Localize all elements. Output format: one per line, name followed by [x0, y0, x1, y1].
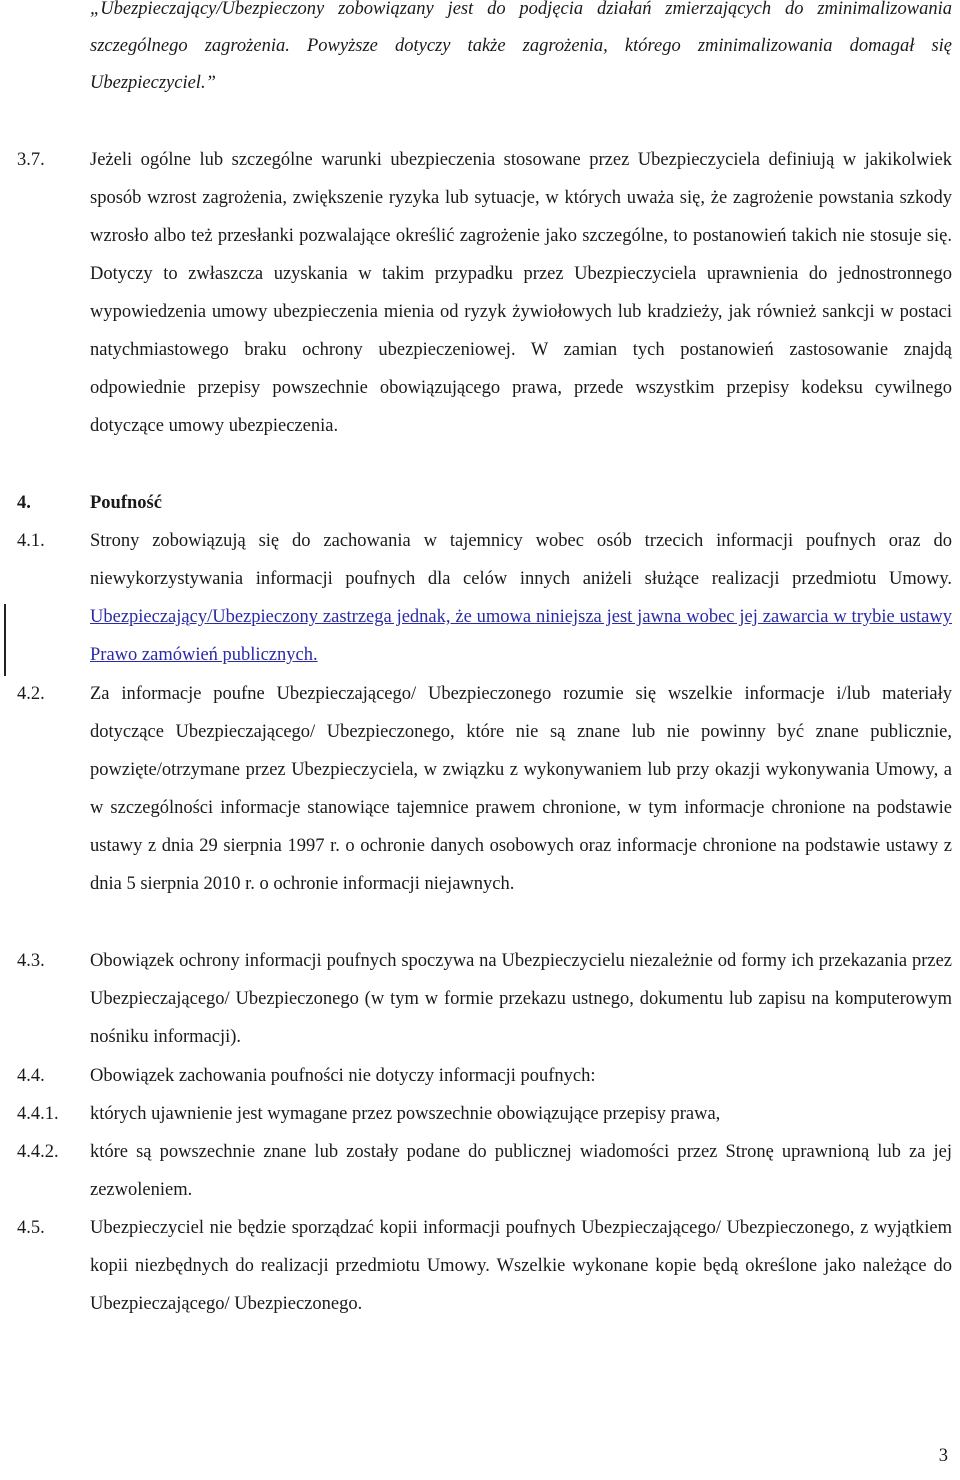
paragraph-number: 4.3.	[17, 951, 45, 971]
paragraph-number: 3.7.	[17, 150, 45, 170]
section-title: Poufność	[90, 493, 162, 513]
paragraph-text-part-a: Jeżeli ogólne lub szczególne warunki ubezpieczenia stosowane przez Ubezpieczyciela definiują w jakikolwiek sposób wzrost zagrożenia, zwiększenie ryzyka lub sytuacje, w których uważa się, że zagrożenie powstania szkody wzrosło albo też przesłanki pozwalające określić zagrożenie jako szczególne, to postanowień takich nie stosuje się.	[90, 150, 952, 246]
paragraph-text	[90, 522, 952, 674]
public-procurement-link[interactable]: Ubezpieczający/Ubezpieczony zastrzega jednak, że umowa niniejsza jest jawna wobec jej zawarcia w trybie ustawy Prawo zamówień publicznych.	[90, 607, 952, 665]
page-number: 3	[938, 1446, 948, 1466]
paragraph-text: których ujawnienie jest wymagane przez powszechnie obowiązujące przepisy prawa,	[90, 1104, 721, 1124]
paragraph-text: które są powszechnie znane lub zostały podane do publicznej wiadomości przez Stronę uprawnioną lub za jej zezwoleniem.	[90, 1142, 952, 1200]
paragraph-text-plain: Strony zobowiązują się do zachowania w tajemnicy wobec osób trzecich informacji poufnych oraz do niewykorzystywania informacji poufnych dla celów innych aniżeli służące realizacji przedmiotu Umowy.	[90, 531, 952, 589]
intro-quote: „Ubezpieczający/Ubezpieczony zobowiązany jest do podjęcia działań zmierzających do zminimalizowania szczególnego zagrożenia. Powyższe dotyczy także zagrożenia, którego zminimalizowania domagał się Ubezpieczyciel.”	[90, 0, 952, 93]
paragraph-number: 4.4.2.	[17, 1142, 59, 1162]
paragraph-text: Ubezpieczyciel nie będzie sporządzać kopii informacji poufnych Ubezpieczającego/ Ubezpieczonego, z wyjątkiem kopii niezbędnych do realizacji przedmiotu Umowy. Wszelkie wykonane kopie będą określone jako należące do Ubezpieczającego/ Ubezpieczonego.	[90, 1218, 952, 1314]
paragraph-number: 4.1.	[17, 531, 45, 551]
paragraph-text-part-b: Dotyczy to zwłaszcza uzyskania w takim przypadku przez Ubezpieczyciela uprawnienia do jednostronnego wypowiedzenia umowy ubezpieczenia mienia od ryzyk żywiołowych lub kradzieży, jak również sankcji w postaci natychmiastowego braku ochrony ubezpieczeniowej.	[90, 264, 952, 360]
paragraph-text: Obowiązek ochrony informacji poufnych spoczywa na Ubezpieczycielu niezależnie od formy ich przekazania przez Ubezpieczającego/ Ubezpieczonego (w tym w formie przekazu ustnego, dokumentu lub zapisu na komputerowym nośniku informacji).	[90, 951, 952, 1047]
revision-change-bar	[4, 604, 6, 676]
section-number: 4.	[17, 493, 31, 513]
paragraph-text: Za informacje poufne Ubezpieczającego/ Ubezpieczonego rozumie się wszelkie informacje i/lub materiały dotyczące Ubezpieczającego/ Ubezpieczonego, które nie są znane lub nie powinny być znane publicznie, powzięte/otrzymane przez Ubezpieczyciela, w związku z wykonywaniem lub przy okazji wykonywania Umowy, a w szczególności informacje stanowiące tajemnice prawem chronione, w tym informacje chronione na podstawie ustawy z dnia 29 sierpnia 1997 r. o ochronie danych osobowych oraz informacje chronione na podstawie ustawy z dnia 5 sierpnia 2010 r. o ochronie informacji niejawnych.	[90, 684, 952, 894]
paragraph-number: 4.4.1.	[17, 1104, 59, 1124]
paragraph-text	[90, 141, 952, 445]
paragraph-number: 4.4.	[17, 1066, 45, 1086]
paragraph-text: Obowiązek zachowania poufności nie dotyczy informacji poufnych:	[90, 1066, 596, 1086]
paragraph-text-part-c: W zamian tych postanowień zastosowanie znajdą odpowiednie przepisy powszechnie obowiązującego prawa, przede wszystkim przepisy kodeksu cywilnego dotyczące umowy ubezpieczenia.	[90, 340, 952, 436]
paragraph-number: 4.5.	[17, 1218, 45, 1238]
paragraph-number: 4.2.	[17, 684, 45, 704]
